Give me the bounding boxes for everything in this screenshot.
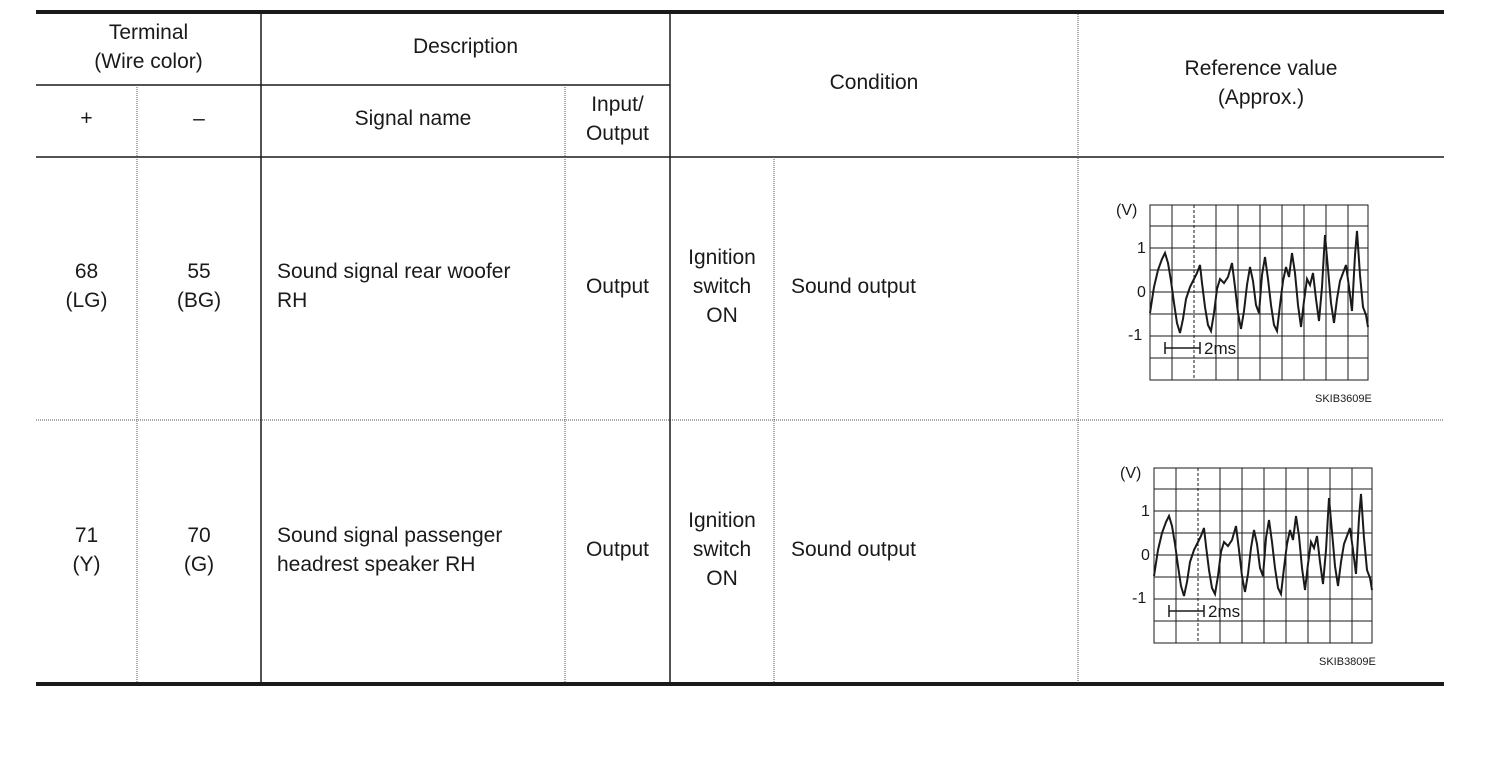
row2-cond-line2: switch — [692, 538, 752, 561]
wave2-time-marker — [1169, 605, 1204, 617]
terminal-header — [36, 18, 261, 76]
row1-io: Output — [585, 275, 650, 298]
description-header: Description — [412, 35, 519, 58]
waveform-2 — [1114, 458, 1414, 678]
reference-header — [1078, 54, 1444, 112]
row2-minus-color: (G) — [183, 553, 215, 576]
row2-signal-line2: headrest speaker RH — [277, 553, 476, 576]
wave1-tick-0: 0 — [1137, 284, 1146, 301]
wave1-time-marker — [1165, 342, 1200, 354]
wave2-tick-1: 1 — [1141, 503, 1150, 520]
io-header — [565, 90, 670, 148]
wave2-figure-id: SKIB3809E — [1319, 656, 1376, 668]
wave1-tick-m1: -1 — [1128, 327, 1143, 344]
wave1-tick-1: 1 — [1137, 240, 1146, 257]
signal-name-header: Signal name — [354, 107, 472, 130]
wave2-tick-0: 0 — [1141, 547, 1150, 564]
plus-header: + — [80, 107, 93, 130]
row1-cond-detail: Sound output — [791, 275, 916, 298]
minus-header: – — [193, 107, 205, 130]
wave2-tick-m1: -1 — [1132, 590, 1147, 607]
wave2-unit: (V) — [1120, 465, 1142, 482]
row1-cond-line3: ON — [706, 304, 738, 327]
row2-cond-detail: Sound output — [791, 538, 916, 561]
row2-plus-color: (Y) — [72, 553, 101, 576]
row1-minus-color: (BG) — [176, 289, 222, 312]
waveform-1 — [1110, 195, 1410, 415]
io-header-line1: Input/ — [591, 93, 644, 116]
terminal-header-line1: Terminal — [108, 21, 189, 44]
wave2-trace — [1154, 494, 1372, 596]
wave1-trace — [1150, 231, 1368, 333]
row1-cond-line1: Ignition — [688, 246, 756, 269]
reference-header-line2: (Approx.) — [1217, 86, 1305, 109]
row2-cond-line3: ON — [706, 567, 738, 590]
row1-plus-num: 68 — [74, 260, 99, 283]
wave2-grid — [1154, 468, 1372, 643]
row1-signal-line1: Sound signal rear woofer — [277, 260, 511, 283]
row2-plus-num: 71 — [74, 524, 99, 547]
row1-plus-color: (LG) — [65, 289, 108, 312]
row2-signal-line1: Sound signal passenger — [277, 524, 503, 547]
terminal-header-line2: (Wire color) — [94, 50, 203, 73]
row2-plus-terminal — [36, 521, 137, 579]
row1-signal-name — [277, 257, 562, 315]
row1-signal-line2: RH — [277, 289, 308, 312]
row1-minus-num: 55 — [187, 260, 211, 283]
io-header-line2: Output — [585, 122, 650, 145]
row2-minus-num: 70 — [187, 524, 211, 547]
wave1-figure-id: SKIB3609E — [1315, 393, 1372, 405]
wave1-unit: (V) — [1116, 202, 1138, 219]
row1-cond-line2: switch — [692, 275, 752, 298]
condition-header: Condition — [829, 71, 919, 94]
row1-plus-terminal — [36, 257, 137, 315]
row2-signal-name — [277, 521, 562, 579]
row1-minus-terminal — [137, 257, 261, 315]
row1-condition — [670, 243, 774, 330]
reference-header-line1: Reference value — [1184, 57, 1338, 80]
row2-cond-line1: Ignition — [688, 509, 756, 532]
wave1-grid — [1150, 205, 1368, 380]
wave2-time-label: 2ms — [1208, 602, 1241, 621]
row2-minus-terminal — [137, 521, 261, 579]
row2-io: Output — [585, 538, 650, 561]
row2-condition — [670, 506, 774, 593]
wave1-time-label: 2ms — [1204, 339, 1237, 358]
